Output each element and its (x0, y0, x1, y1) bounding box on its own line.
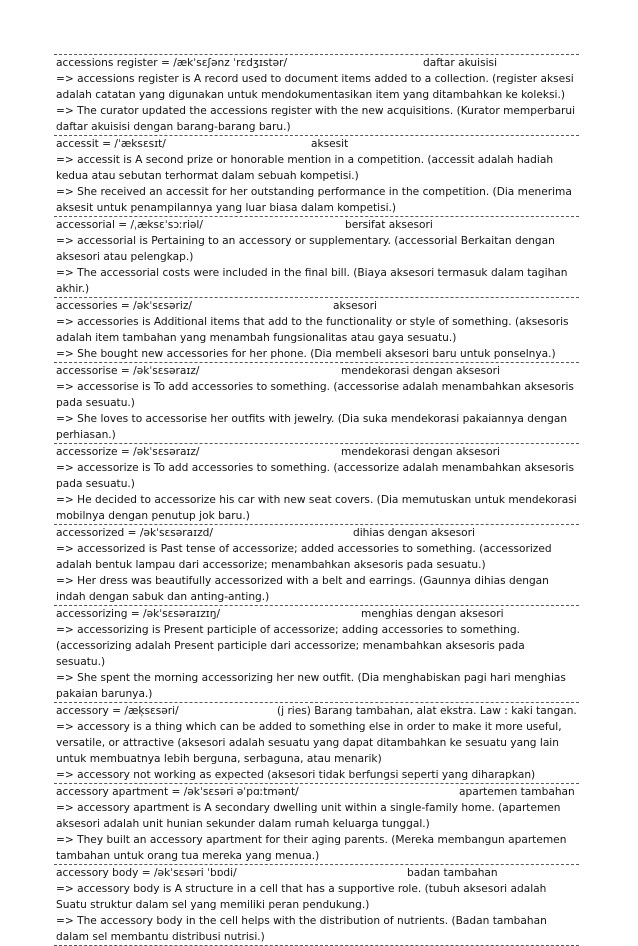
dictionary-entry (54, 783, 579, 864)
entry-definition: => accessorizing is Present participle of accessorize; adding accessories to something. (accessorizing adalah Present participle dari accessorize; menambahkan aksesoris pada sesuatu.) (56, 624, 525, 668)
entry-example: => The accessorial costs were included in the final bill. (Biaya aksesori termasuk dalam tagihan akhir.) (56, 267, 568, 295)
entry-header (56, 525, 577, 541)
entry-headword: accessories = /əkˈsɛsəriz/ (56, 300, 192, 312)
dictionary-entry (54, 864, 579, 946)
entry-example: => She loves to accessorise her outfits with jewelry. (Dia suka mendekorasi pakaiannya dengan perhiasan.) (56, 413, 568, 441)
entry-translation: badan tambahan (407, 867, 498, 879)
entry-definition: => accessory apartment is A secondary dwelling unit within a single-family home. (apartemen aksesori adalah unit hunian sekunder dalam rumah keluarga tunggal.) (56, 802, 561, 830)
entry-translation: aksesit (311, 138, 349, 150)
entry-example: => Her dress was beautifully accessorized with a belt and earrings. (Gaunnya dihias dengan indah dengan sabuk dan anting-anting.) (56, 575, 549, 603)
entry-example: => She spent the morning accessorizing her new outfit. (Dia menghabiskan pagi hari menghias pakaian barunya.) (56, 672, 566, 700)
dictionary-entry (54, 135, 579, 216)
entry-header (56, 363, 577, 379)
entry-headword: accessorial = /ˌæksɛˈsɔːriəl/ (56, 219, 203, 231)
dictionary-entry (54, 362, 579, 443)
entry-definition: => accessorized is Past tense of accessorize; added accessories to something. (accessorized adalah bentuk lampau dari accessorize; menambahkan aksesoris pada sesuatu.) (56, 543, 552, 571)
entry-translation: dihias dengan aksesori (353, 527, 475, 539)
entry-translation: bersifat aksesori (345, 219, 433, 231)
entry-definition: => accessorise is To add accessories to something. (accessorise adalah menambahkan aksesoris pada sesuatu.) (56, 381, 574, 409)
entry-headword: accessorise = /əkˈsɛsəraɪz/ (56, 365, 200, 377)
entry-header (56, 217, 577, 233)
entry-header (56, 606, 577, 622)
entry-headword: accessory apartment = /əkˈsɛsəri əˈpɑːtmənt/ (56, 786, 299, 798)
entry-translation: mendekorasi dengan aksesori (341, 446, 500, 458)
entry-definition: => accessories is Additional items that add to the functionality or style of something. (aksesoris adalah item tambahan yang menambah fungsionalitas atau gaya sesuatu.) (56, 316, 569, 344)
dictionary-entry (54, 297, 579, 362)
dictionary-entry (54, 524, 579, 605)
entry-example: => She bought new accessories for her phone. (Dia membeli aksesori baru untuk ponselnya.) (56, 348, 556, 360)
entry-headword: accessory = /æk̩sɛsəri/ (56, 705, 179, 717)
entry-header (56, 703, 577, 719)
entry-translation: aksesori (333, 300, 377, 312)
dictionary-page (54, 54, 579, 946)
entry-translation: daftar akuisisi (423, 57, 498, 69)
entry-headword: accessit = /ˈæksɛsɪt/ (56, 138, 166, 150)
dictionary-entry (54, 216, 579, 297)
entry-translation: menghias dengan aksesori (361, 608, 504, 620)
entry-header (56, 444, 577, 460)
entry-translation: apartemen tambahan (459, 786, 575, 798)
entry-definition: => accessory body is A structure in a cell that has a supportive role. (tubuh aksesori adalah Suatu struktur dalam sel yang memiliki peran pendukung.) (56, 883, 547, 911)
entry-definition: => accessorize is To add accessories to something. (accessorize adalah menambahkan aksesoris pada sesuatu.) (56, 462, 574, 490)
entry-headword: accessorized = /əkˈsɛsəraɪzd/ (56, 527, 213, 539)
entry-definition: => accessorial is Pertaining to an accessory or supplementary. (accessorial Berkaitan dengan aksesori atau pelengkap.) (56, 235, 555, 263)
entry-definition: => accessions register is A record used to document items added to a collection. (register aksesi adalah catatan yang digunakan untuk mendokumentasikan item yang ditambahkan ke koleksi.) (56, 73, 574, 101)
entry-definition: => accessit is A second prize or honorable mention in a competition. (accessit adalah hadiah kedua atau sebutan terhormat dalam sebuah kompetisi.) (56, 154, 554, 182)
entry-headword: accessorizing = /əkˈsɛsəraɪzɪŋ/ (56, 608, 221, 620)
dictionary-entry (54, 443, 579, 524)
entry-example: => They built an accessory apartment for their aging parents. (Mereka membangun apartemen tambahan untuk orang tua mereka yang menua.) (56, 834, 567, 862)
dictionary-entry (54, 702, 579, 783)
entry-example: => He decided to accessorize his car with new seat covers. (Dia memutuskan untuk mendekorasi mobilnya dengan penutup jok baru.) (56, 494, 577, 522)
entry-translation: mendekorasi dengan aksesori (341, 365, 500, 377)
entry-header (56, 298, 577, 314)
entry-example: => accessory not working as expected (aksesori tidak berfungsi seperti yang diharapkan) (56, 769, 536, 781)
entry-headword: accessorize = /əkˈsɛsəraɪz/ (56, 446, 200, 458)
entry-header (56, 865, 577, 881)
entry-header (56, 784, 577, 800)
entry-headword: accessions register = /ækˈsɛʃənz ˈrɛdʒɪstər/ (56, 57, 288, 69)
entry-example: => The curator updated the accessions register with the new acquisitions. (Kurator memperbarui daftar akuisisi dengan barang-barang baru.) (56, 105, 576, 133)
dictionary-entry (54, 54, 579, 135)
entry-definition: => accessory is a thing which can be added to something else in order to make it more useful, versatile, or attractive (aksesori adalah sesuatu yang dapat ditambahkan ke sesuatu yang lain untuk membuatnya lebih berguna, serbaguna, atau menarik) (56, 721, 562, 765)
entry-translation: (j ries) Barang tambahan, alat ekstra. Law : kaki tangan. (277, 705, 577, 717)
entry-header (56, 136, 577, 152)
entry-example: => The accessory body in the cell helps with the distribution of nutrients. (Badan tambahan dalam sel membantu distribusi nutrisi.) (56, 915, 547, 943)
entry-example: => She received an accessit for her outstanding performance in the competition. (Dia menerima aksesit untuk penampilannya yang luar biasa dalam kompetisi.) (56, 186, 572, 214)
dictionary-entry (54, 605, 579, 702)
entry-headword: accessory body = /əkˈsɛsəri ˈbɒdi/ (56, 867, 237, 879)
entry-header (56, 55, 577, 71)
